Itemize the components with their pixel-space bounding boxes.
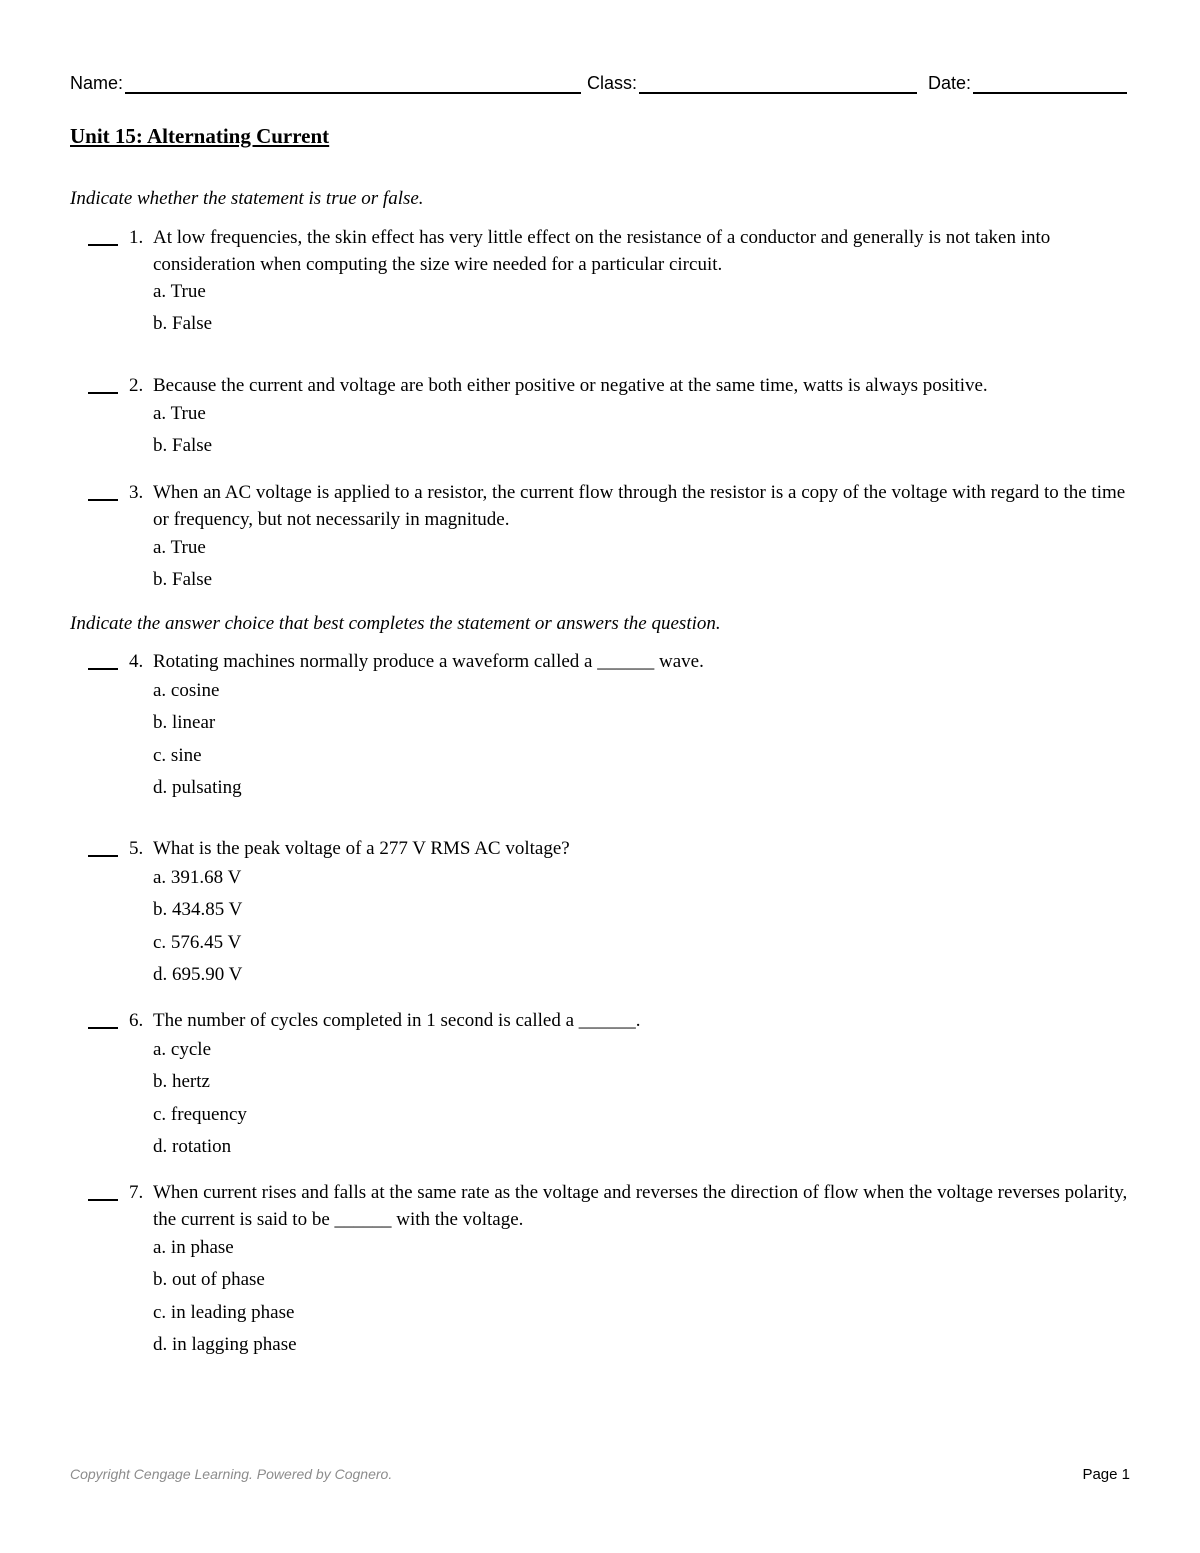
- option-list: [153, 864, 242, 994]
- option-a: a. True: [153, 281, 206, 302]
- date-label: Date:: [928, 73, 972, 93]
- question-text: The number of cycles completed in 1 second is called a ______.: [153, 1010, 641, 1031]
- header-fields: [70, 72, 1130, 98]
- answer-blank[interactable]: [88, 668, 118, 670]
- copyright-notice: Copyright Cengage Learning. Powered by Cognero.: [70, 1466, 393, 1482]
- option-d: d. rotation: [153, 1136, 232, 1158]
- option-b: b. hertz: [153, 1071, 210, 1093]
- option-b: b. out of phase: [153, 1269, 265, 1291]
- question-text: Because the current and voltage are both either positive or negative at the same time, watts is always positive.: [153, 375, 988, 396]
- page-number: Page 1: [1082, 1466, 1130, 1483]
- question-number: 2.: [129, 375, 144, 396]
- option-d: d. pulsating: [153, 777, 242, 799]
- class-label: Class:: [587, 73, 638, 93]
- option-b: b. False: [153, 313, 213, 335]
- option-a: a. True: [153, 537, 206, 558]
- option-a: a. cosine: [153, 680, 220, 701]
- option-a: a. cycle: [153, 1039, 212, 1060]
- option-b: b. False: [153, 569, 213, 591]
- option-d: d. in lagging phase: [153, 1334, 297, 1356]
- option-c: c. in leading phase: [153, 1301, 295, 1323]
- answer-blank[interactable]: [88, 244, 118, 246]
- option-b: b. 434.85 V: [153, 899, 243, 921]
- answer-blank[interactable]: [88, 392, 118, 394]
- name-line[interactable]: [125, 72, 581, 94]
- option-list: [153, 534, 212, 599]
- answer-blank[interactable]: [88, 1027, 118, 1029]
- option-a: a. 391.68 V: [153, 867, 242, 888]
- question-text: When current rises and falls at the same rate as the voltage and reverses the direction of flow when the voltage reverses polarity, the current is said to be ______ with the voltage.: [153, 1182, 1128, 1230]
- answer-blank[interactable]: [88, 1199, 118, 1201]
- option-c: c. sine: [153, 744, 202, 766]
- option-a: a. in phase: [153, 1237, 234, 1258]
- option-list: [153, 1234, 297, 1364]
- question-text: When an AC voltage is applied to a resistor, the current flow through the resistor is a copy of the voltage with regard to the time or frequency, but not necessarily in magnitude.: [153, 482, 1126, 530]
- question-number: 4.: [129, 651, 144, 672]
- option-list: [153, 677, 242, 807]
- option-d: d. 695.90 V: [153, 964, 243, 986]
- class-field[interactable]: [587, 72, 917, 94]
- multiple-choice-instruction: Indicate the answer choice that best completes the statement or answers the question.: [70, 613, 721, 634]
- date-field[interactable]: [928, 72, 1127, 94]
- question-text: Rotating machines normally produce a waveform called a ______ wave.: [153, 651, 704, 672]
- option-b: b. linear: [153, 712, 216, 734]
- question-text: At low frequencies, the skin effect has very little effect on the resistance of a conductor and generally is not taken into consideration when computing the size wire needed for a particular circuit.: [153, 227, 1051, 275]
- question-number: 5.: [129, 838, 144, 859]
- question-text: What is the peak voltage of a 277 V RMS AC voltage?: [153, 838, 570, 859]
- option-list: [153, 400, 212, 465]
- question-number: 1.: [129, 227, 144, 248]
- name-field[interactable]: [70, 72, 581, 94]
- question-number: 6.: [129, 1010, 144, 1031]
- date-line[interactable]: [973, 72, 1127, 94]
- name-label: Name:: [70, 73, 124, 93]
- page-title: Unit 15: Alternating Current: [70, 124, 330, 148]
- option-list: [153, 1036, 247, 1166]
- answer-blank[interactable]: [88, 855, 118, 857]
- question-number: 3.: [129, 482, 144, 503]
- option-b: b. False: [153, 435, 213, 457]
- true-false-instruction: Indicate whether the statement is true or false.: [70, 188, 424, 209]
- option-c: c. 576.45 V: [153, 931, 242, 953]
- answer-blank[interactable]: [88, 499, 118, 501]
- class-line[interactable]: [639, 72, 917, 94]
- option-list: [153, 278, 212, 343]
- question-number: 7.: [129, 1182, 144, 1203]
- option-a: a. True: [153, 403, 206, 424]
- option-c: c. frequency: [153, 1103, 247, 1125]
